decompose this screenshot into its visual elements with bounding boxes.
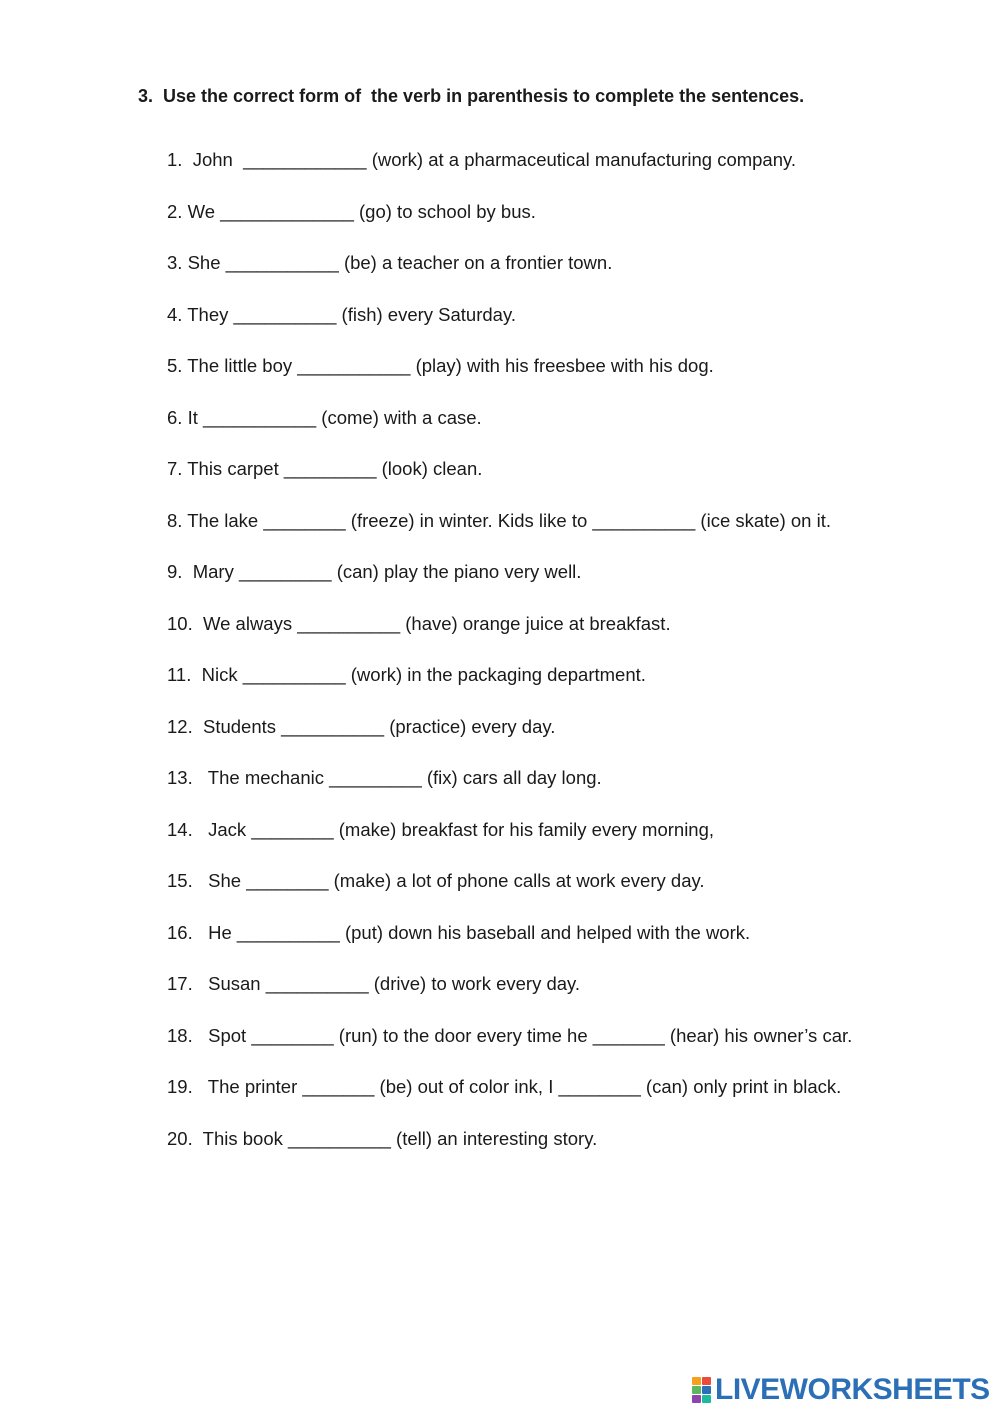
logo-text: LIVEWORKSHEETS (715, 1373, 990, 1406)
sentence-item: 5. The little boy ___________ (play) with his freesbee with his dog. (167, 355, 714, 376)
sentence-item: 11. Nick __________ (work) in the packaging department. (167, 664, 646, 685)
liveworksheets-logo (692, 1374, 990, 1406)
logo-mark-tile (702, 1386, 711, 1394)
sentence-item: 16. He __________ (put) down his baseball and helped with the work. (167, 922, 751, 943)
sentence-item: 19. The printer _______ (be) out of color ink, I ________ (can) only print in black. (167, 1076, 842, 1097)
instruction-heading: 3. Use the correct form of the verb in parenthesis to complete the sentences. (138, 86, 805, 106)
sentence-item: 20. This book __________ (tell) an interesting story. (167, 1128, 598, 1149)
sentence-item: 14. Jack ________ (make) breakfast for his family every morning, (167, 819, 715, 840)
logo-mark-tile (692, 1386, 701, 1394)
sentence-item: 6. It ___________ (come) with a case. (167, 407, 482, 428)
logo-mark-tile (692, 1395, 701, 1403)
sentence-item: 10. We always __________ (have) orange juice at breakfast. (167, 613, 671, 634)
sentence-item: 4. They __________ (fish) every Saturday. (167, 304, 516, 325)
sentence-item: 7. This carpet _________ (look) clean. (167, 458, 483, 479)
sentence-item: 9. Mary _________ (can) play the piano very well. (167, 561, 582, 582)
logo-mark-tile (702, 1395, 711, 1403)
logo-mark-tile (692, 1377, 701, 1385)
sentence-item: 13. The mechanic _________ (fix) cars all day long. (167, 767, 602, 788)
sentence-item: 3. She ___________ (be) a teacher on a frontier town. (167, 252, 613, 273)
logo-mark-tile (702, 1377, 711, 1385)
sentence-item: 8. The lake ________ (freeze) in winter. Kids like to __________ (ice skate) on it. (167, 510, 832, 531)
sentence-item: 2. We _____________ (go) to school by bus. (167, 201, 536, 222)
sentence-item: 15. She ________ (make) a lot of phone calls at work every day. (167, 870, 705, 891)
sentence-item: 1. John ____________ (work) at a pharmaceutical manufacturing company. (167, 149, 797, 170)
sentence-item: 18. Spot ________ (run) to the door every time he _______ (hear) his owner’s car. (167, 1025, 853, 1046)
sentence-item: 17. Susan __________ (drive) to work every day. (167, 973, 581, 994)
sentence-item: 12. Students __________ (practice) every day. (167, 716, 556, 737)
liveworksheets-logo-icon (692, 1377, 712, 1403)
